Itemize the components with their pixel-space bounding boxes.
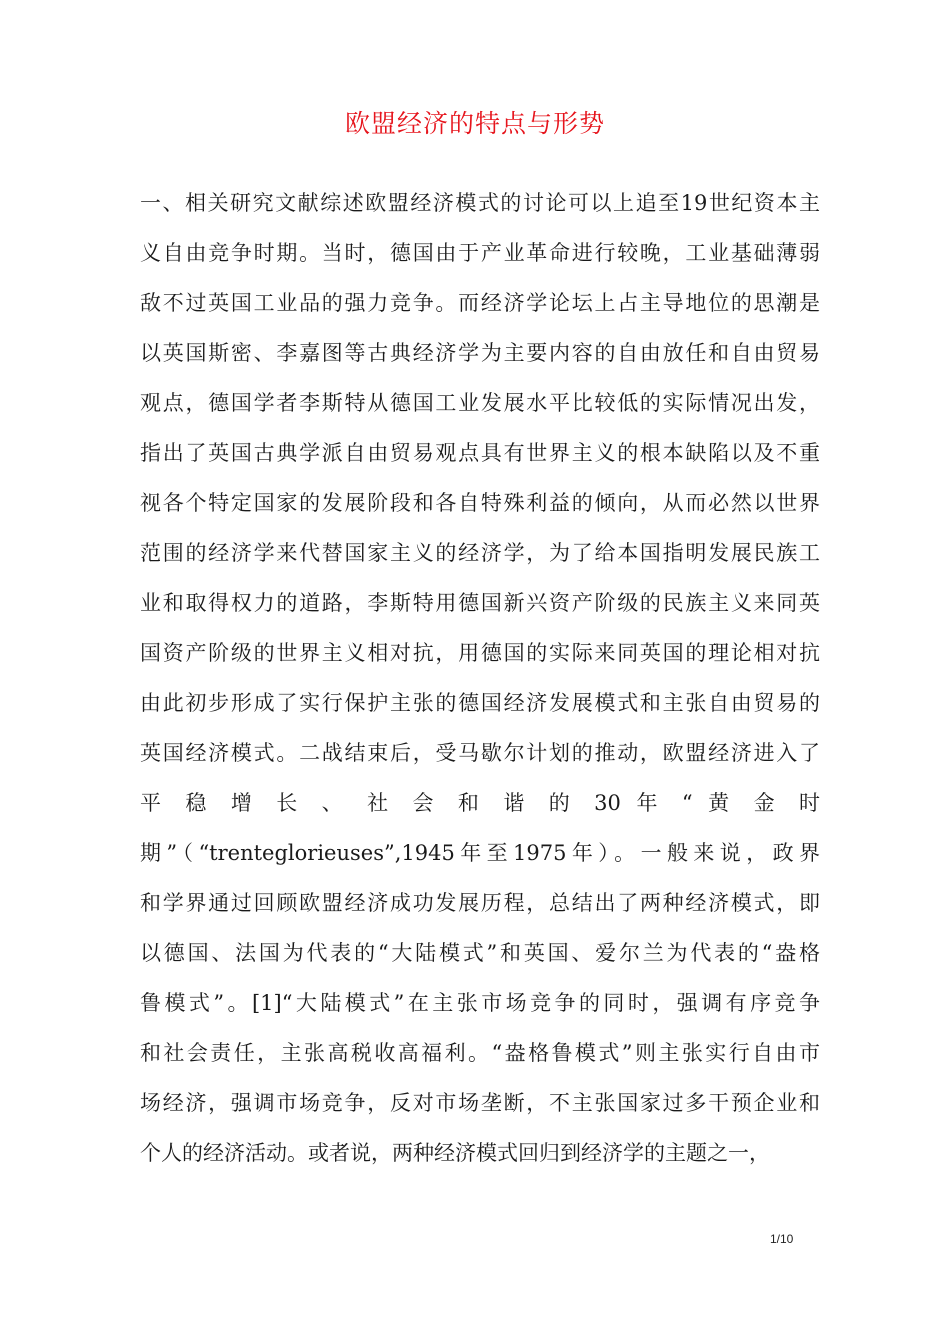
text-line: 义自由竞争时期。当时，德国由于产业革命进行较晚，工业基础薄弱 [140, 241, 820, 265]
text-line: 敌不过英国工业品的强力竞争。而经济学论坛上占主导地位的思潮是 [140, 291, 820, 315]
text-line: 由此初步形成了实行保护主张的德国经济发展模式和主张自由贸易的 [140, 691, 820, 715]
text-line: 指出了英国古典学派自由贸易观点具有世界主义的根本缺陷以及不重 [140, 441, 820, 465]
text-line: 范围的经济学来代替国家主义的经济学，为了给本国指明发展民族工 [140, 541, 820, 565]
text-line: 英国经济模式。二战结束后，受马歇尔计划的推动，欧盟经济进入了 [140, 741, 820, 765]
text-line: 以德国、法国为代表的“大陆模式”和英国、爱尔兰为代表的“盎格 [140, 941, 820, 965]
text-line: 期”（“trenteglorieuses”,1945年至1975年）。一般来说，政界 [140, 841, 820, 865]
text-line: 场经济，强调市场竞争，反对市场垄断，不主张国家过多干预企业和 [140, 1091, 820, 1115]
text-line: 平 稳 增 长 、 社 会 和 谐 的 30 年 “ 黄 金 时 [140, 791, 820, 815]
body-text [140, 178, 820, 1178]
text-line: 观点，德国学者李斯特从德国工业发展水平比较低的实际情况出发， [140, 391, 820, 415]
text-line: 个人的经济活动。或者说，两种经济模式回归到经济学的主题之一， [140, 1141, 770, 1165]
document-title: 欧盟经济的特点与形势 [344, 109, 605, 138]
page-number: 1/10 [770, 1232, 794, 1246]
text-line: 国资产阶级的世界主义相对抗，用德国的实际来同英国的理论相对抗 [140, 641, 820, 665]
text-line: 一、相关研究文献综述欧盟经济模式的讨论可以上追至19世纪资本主 [140, 191, 820, 215]
text-line: 视各个特定国家的发展阶段和各自特殊利益的倾向，从而必然以世界 [140, 491, 820, 515]
text-line: 和社会责任，主张高税收高福利。“盎格鲁模式”则主张实行自由市 [140, 1041, 820, 1065]
text-line: 鲁模式”。[1]“大陆模式”在主张市场竞争的同时，强调有序竞争 [140, 991, 820, 1015]
text-line: 业和取得权力的道路，李斯特用德国新兴资产阶级的民族主义来同英 [140, 591, 820, 615]
text-line: 和学界通过回顾欧盟经济成功发展历程，总结出了两种经济模式，即 [140, 891, 820, 915]
text-line: 以英国斯密、李嘉图等古典经济学为主要内容的自由放任和自由贸易 [140, 341, 820, 365]
